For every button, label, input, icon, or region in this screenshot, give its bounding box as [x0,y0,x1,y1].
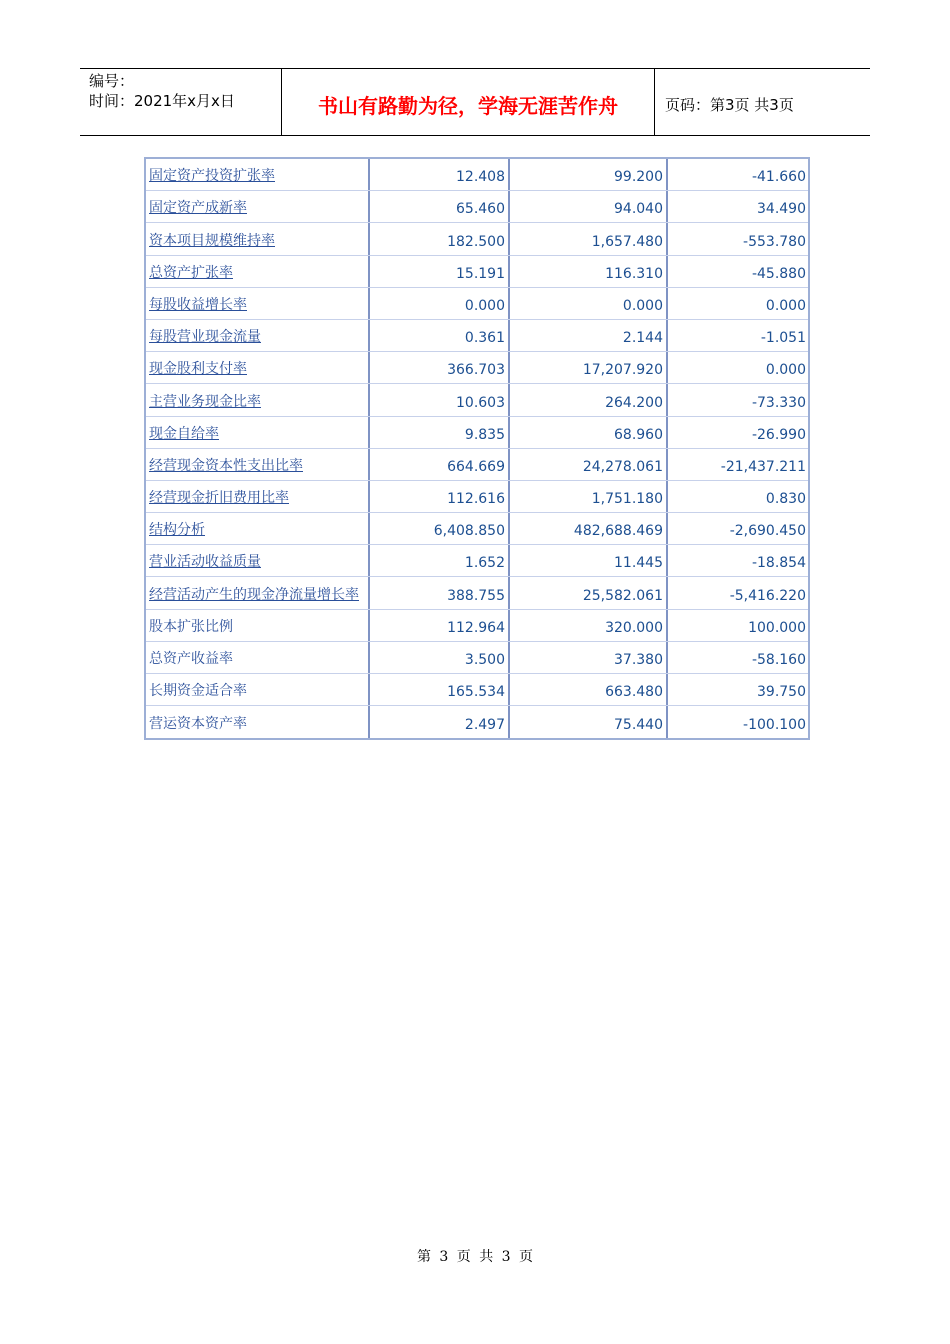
value-cell-v3: -26.990 [751,426,806,443]
header-info-cell [80,69,282,135]
ratio-name-text: 长期资金适合率 [149,683,247,700]
value-cell-v1: 182.500 [370,223,510,254]
ratio-name-text: 营业活动收益质量 [149,554,261,571]
value-cell-v1: 1.652 [370,545,510,576]
value-cell-v2: 68.960 [510,417,668,448]
value-cell-v3: -73.330 [751,394,806,411]
ratio-name-text: 每股收益增长率 [149,296,247,313]
table-row [146,223,808,255]
value-cell-v3: -41.660 [751,169,806,186]
value-cell-v2: 0.000 [510,288,668,319]
value-cell-v1: 65.460 [370,191,510,222]
header-page-label: 页码：第3页 共3页 [665,95,794,114]
value-cell-v1: 6,408.850 [370,513,510,544]
ratio-name-text: 经营现金折旧费用比率 [149,490,289,507]
value-cell-v2: 482,688.469 [510,513,668,544]
value-cell-v2: 75.440 [510,706,668,738]
table-row [146,417,808,449]
value-cell-v2: 116.310 [510,256,668,287]
value-cell-v3: 34.490 [757,201,806,218]
value-cell-v3: -553.780 [743,233,806,250]
code-label: 编号： [89,72,135,90]
table-row [146,545,808,577]
ratio-name-text: 经营活动产生的现金净流量增长率 [149,586,359,603]
page-header [80,68,870,136]
value-cell-v2: 25,582.061 [510,577,668,608]
ratio-name-text: 主营业务现金比率 [149,393,261,410]
ratio-name-text: 固定资产成新率 [149,200,247,217]
value-cell-v1: 10.603 [370,384,510,415]
ratio-name-link[interactable] [146,191,370,222]
ratio-name [146,642,370,673]
ratio-name-link[interactable] [146,320,370,351]
ratio-name-text: 结构分析 [149,522,205,539]
value-cell-v2: 2.144 [510,320,668,351]
value-cell-v2: 320.000 [510,610,668,641]
value-cell-v2: 1,657.480 [510,223,668,254]
value-cell-v3: -1.051 [760,330,806,347]
value-cell-v1: 112.964 [370,610,510,641]
value-cell-v2: 99.200 [510,159,668,190]
ratio-name [146,706,370,738]
value-cell-v3: 0.000 [765,362,806,379]
ratio-name-link[interactable] [146,384,370,415]
value-cell-v1: 366.703 [370,352,510,383]
ratio-name-link[interactable] [146,256,370,287]
ratio-name-link[interactable] [146,577,370,608]
table-row [146,610,808,642]
value-cell-v3: -45.880 [751,265,806,282]
value-cell-v3: -5,416.220 [729,587,806,604]
ratio-name-text: 资本项目规模维持率 [149,232,275,249]
ratio-name-link[interactable] [146,288,370,319]
value-cell-v3: -18.854 [751,555,806,572]
value-cell-v2: 1,751.180 [510,481,668,512]
table-row [146,674,808,706]
value-cell-v2: 11.445 [510,545,668,576]
ratio-name [146,674,370,705]
table-row [146,256,808,288]
value-cell-v2: 264.200 [510,384,668,415]
table-row [146,159,808,191]
table-row [146,191,808,223]
value-cell-v3: -21,437.211 [720,458,806,475]
ratio-name-text: 现金股利支付率 [149,361,247,378]
value-cell-v3: 100.000 [748,619,806,636]
value-cell-v3: 0.830 [765,491,806,508]
table-row [146,513,808,545]
ratio-name-link[interactable] [146,449,370,480]
value-cell-v1: 2.497 [370,706,510,738]
page-footer: 第 3 页 共 3 页 [416,1249,534,1265]
table-row [146,642,808,674]
ratio-name-text: 经营现金资本性支出比率 [149,457,303,474]
table-row [146,577,808,609]
table-row [146,481,808,513]
ratio-name-text: 营运资本资产率 [149,716,247,733]
ratio-name-link[interactable] [146,223,370,254]
ratio-name-text: 股本扩张比例 [149,618,233,635]
value-cell-v2: 94.040 [510,191,668,222]
value-cell-v3: -100.100 [743,717,806,734]
ratio-name-text: 总资产收益率 [149,651,233,667]
table-row [146,288,808,320]
ratio-name-link[interactable] [146,417,370,448]
ratio-name-link[interactable] [146,159,370,190]
financial-ratio-table [144,157,810,740]
header-motto: 书山有路勤为径，学海无涯苦作舟 [282,69,655,135]
table-row [146,352,808,384]
value-cell-v3: -2,690.450 [729,523,806,540]
time-label: 时间：2021年x月x日 [89,92,235,110]
value-cell-v1: 12.408 [370,159,510,190]
ratio-name [146,610,370,641]
ratio-name-link[interactable] [146,545,370,576]
ratio-name-text: 每股营业现金流量 [149,329,261,346]
value-cell-v2: 24,278.061 [510,449,668,480]
value-cell-v2: 663.480 [510,674,668,705]
value-cell-v2: 37.380 [510,642,668,673]
ratio-name-text: 总资产扩张率 [149,264,233,281]
value-cell-v1: 388.755 [370,577,510,608]
ratio-name-text: 现金自给率 [149,425,219,442]
value-cell-v1: 112.616 [370,481,510,512]
table-row [146,384,808,416]
table-row [146,320,808,352]
value-cell-v2: 17,207.920 [510,352,668,383]
value-cell-v1: 3.500 [370,642,510,673]
value-cell-v1: 15.191 [370,256,510,287]
table-row [146,706,808,738]
value-cell-v1: 0.000 [370,288,510,319]
ratio-name-text: 固定资产投资扩张率 [149,168,275,185]
value-cell-v3: 39.750 [757,684,806,701]
value-cell-v1: 9.835 [370,417,510,448]
table-row [146,449,808,481]
ratio-name-link[interactable] [146,513,370,544]
value-cell-v3: 0.000 [765,297,806,314]
value-cell-v1: 664.669 [370,449,510,480]
value-cell-v1: 0.361 [370,320,510,351]
value-cell-v3: -58.160 [751,652,806,668]
value-cell-v1: 165.534 [370,674,510,705]
ratio-name-link[interactable] [146,481,370,512]
ratio-name-link[interactable] [146,352,370,383]
